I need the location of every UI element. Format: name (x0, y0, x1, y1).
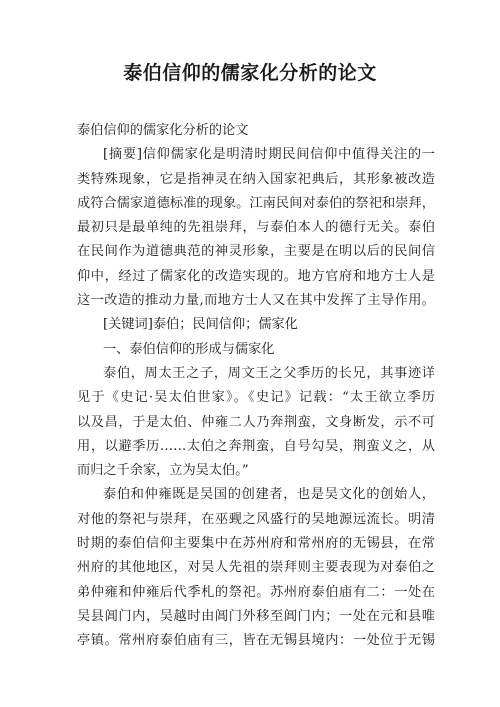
body-line-keywords: [关键词]泰伯；民间信仰；儒家化 (103, 317, 298, 333)
body-line: 成符合儒家道德标准的现象。江南民间对泰伯的祭祀和崇拜， (77, 195, 435, 211)
body-line: 亭镇。常州府泰伯庙有三，皆在无锡县境内：一处位于无锡 (77, 633, 435, 649)
body-line: 时期的泰伯信仰主要集中在苏州府和常州府的无锡县，在常 (77, 536, 435, 552)
body-line: 州府的其他地区，对吴人先祖的崇拜则主要表现为对泰伯之 (77, 560, 435, 576)
body-line: 最初只是最单纯的先祖崇拜，与泰伯本人的德行无关。泰伯 (77, 220, 435, 236)
body-line-paragraph-start: 泰伯和仲雍既是吴国的创建者，也是吴文化的创始人， (103, 487, 435, 503)
body-line: 见于《史记·吴太伯世家》。《史记》记载：“太王欲立季历 (77, 390, 435, 406)
body-line: 以及昌，于是太伯、仲雍二人乃奔荆蛮，文身断发，示不可 (77, 414, 435, 430)
body-line: 这一改造的推动力量,而地方士人又在其中发挥了主导作用。 (77, 293, 435, 309)
body-line: 类特殊现象，它是指神灵在纳入国家祀典后，其形象被改造 (77, 171, 435, 187)
section-heading: 一、泰伯信仰的形成与儒家化 (103, 341, 275, 357)
body-line-paragraph-end: 而归之千余家，立为吴太伯。” (77, 463, 249, 479)
body-line: 对他的祭祀与崇拜，在巫觋之风盛行的吴地源远流长。明清 (77, 511, 435, 527)
body-line: 弟仲雍和仲雍后代季札的祭祀。苏州府泰伯庙有二：一处在 (77, 584, 435, 600)
body-line-paragraph-start: 泰伯，周太王之子，周文王之父季历的长兄，其事迹详 (103, 365, 435, 381)
body-line: 用，以避季历……太伯之奔荆蛮，自号勾吴，荆蛮义之，从 (77, 438, 435, 454)
body-line: 吴县阊门内，吴越时由阊门外移至阊门内；一处在元和县唯 (77, 608, 435, 624)
document-title: 泰伯信仰的儒家化分析的论文 (123, 62, 377, 84)
body-line: 在民间作为道德典范的神灵形象，主要是在明以后的民间信 (77, 244, 435, 260)
body-line-subtitle: 泰伯信仰的儒家化分析的论文 (77, 123, 249, 138)
body-line: 仰中，经过了儒家化的改造实现的。地方官府和地方士人是 (77, 268, 435, 284)
body-line-abstract-start: [摘要]信仰儒家化是明清时期民间信仰中值得关注的一 (103, 147, 435, 163)
document-body (77, 119, 435, 654)
